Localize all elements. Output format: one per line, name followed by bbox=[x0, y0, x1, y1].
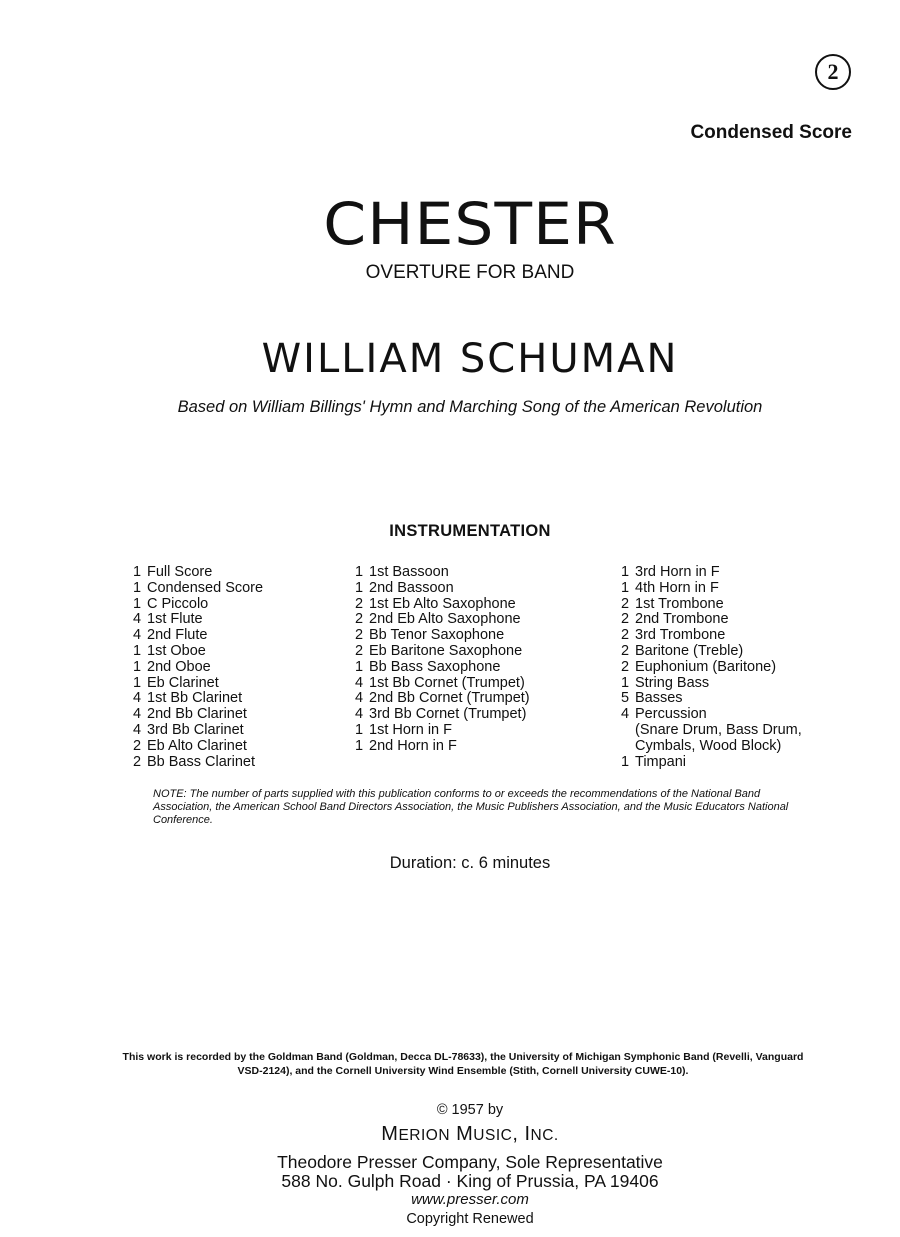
instrument-row bbox=[621, 676, 802, 692]
instrument-row bbox=[621, 565, 802, 581]
instrument-row bbox=[133, 739, 263, 755]
instrument-qty: 4 bbox=[133, 611, 142, 628]
instrument-name: 2nd Oboe bbox=[147, 658, 211, 675]
instrument-qty: 2 bbox=[355, 595, 364, 612]
page-number-text: 2 bbox=[827, 59, 839, 84]
instrument-name: Bb Tenor Saxophone bbox=[369, 627, 505, 644]
instrument-name: Condensed Score bbox=[147, 579, 264, 596]
instrument-qty: 1 bbox=[621, 753, 630, 770]
instrument-name: Basses bbox=[635, 690, 683, 707]
publisher-name: MERION MUSIC, INC. bbox=[381, 1123, 559, 1145]
instrument-name: String Bass bbox=[635, 674, 710, 691]
instrument-name: 2nd Bb Clarinet bbox=[147, 706, 247, 723]
instrument-qty: 4 bbox=[133, 627, 142, 644]
instrument-name: 1st Bb Cornet (Trumpet) bbox=[369, 674, 525, 691]
work-title: CHESTER bbox=[323, 190, 617, 258]
instrument-name: Bb Bass Clarinet bbox=[147, 753, 255, 770]
instrument-row bbox=[355, 565, 530, 581]
publisher-initial: M bbox=[456, 1123, 474, 1145]
instrument-name: 3rd Trombone bbox=[635, 627, 726, 644]
instrument-name: 1st Bb Clarinet bbox=[147, 690, 243, 707]
instrument-qty: 4 bbox=[621, 706, 630, 723]
instrument-row bbox=[621, 739, 802, 755]
instrument-qty: 4 bbox=[133, 721, 142, 738]
instrumentation-heading: INSTRUMENTATION bbox=[389, 522, 551, 540]
instrument-name: Euphonium (Baritone) bbox=[635, 658, 777, 675]
instrument-qty: 4 bbox=[355, 706, 364, 723]
instrument-row bbox=[355, 612, 530, 628]
instrument-row bbox=[621, 691, 802, 707]
instrument-qty: 1 bbox=[133, 579, 142, 596]
composer-name: WILLIAM SCHUMAN bbox=[261, 336, 679, 382]
instrument-row bbox=[355, 723, 530, 739]
instrument-name: 2nd Horn in F bbox=[369, 737, 457, 754]
address-line: 588 No. Gulph Road · King of Prussia, PA 19406 bbox=[281, 1171, 659, 1191]
instrumentation-column-3 bbox=[621, 565, 802, 770]
instrument-row bbox=[133, 723, 263, 739]
website-link[interactable]: www.presser.com bbox=[411, 1191, 529, 1208]
instrument-qty: 1 bbox=[355, 658, 364, 675]
instrument-qty: 1 bbox=[133, 564, 142, 580]
instrument-row bbox=[621, 597, 802, 613]
instrument-qty: 2 bbox=[355, 611, 364, 628]
instrument-name: Eb Clarinet bbox=[147, 674, 219, 691]
instrument-qty: 1 bbox=[355, 737, 364, 754]
instrument-qty: 1 bbox=[133, 595, 142, 612]
instrument-qty: 2 bbox=[621, 658, 630, 675]
instrument-name: 1st Horn in F bbox=[369, 721, 452, 738]
instrument-qty: 4 bbox=[133, 690, 142, 707]
instrument-name: Baritone (Treble) bbox=[635, 642, 744, 659]
publisher-smallcaps: NC. bbox=[530, 1127, 559, 1144]
instrument-name: 2nd Eb Alto Saxophone bbox=[369, 611, 521, 628]
instrument-row bbox=[355, 581, 530, 597]
instrumentation-column-2 bbox=[355, 565, 530, 755]
instrument-name: 2nd Trombone bbox=[635, 611, 729, 628]
instrument-qty: 2 bbox=[355, 642, 364, 659]
instrument-row bbox=[355, 644, 530, 660]
instrument-row bbox=[355, 707, 530, 723]
instrument-row bbox=[621, 628, 802, 644]
instrument-row bbox=[621, 707, 802, 723]
instrument-row bbox=[355, 691, 530, 707]
instrument-name: 3rd Horn in F bbox=[635, 564, 720, 580]
instrument-name: Timpani bbox=[635, 753, 687, 770]
instrument-qty: 1 bbox=[621, 674, 630, 691]
instrument-row bbox=[355, 628, 530, 644]
instrument-row bbox=[621, 755, 802, 771]
representative-line: Theodore Presser Company, Sole Representative bbox=[277, 1152, 663, 1172]
publisher-smallcaps: USIC bbox=[473, 1127, 513, 1144]
instrument-name: Cymbals, Wood Block) bbox=[635, 737, 782, 754]
instrument-name: 2nd Flute bbox=[147, 627, 208, 644]
instrument-row bbox=[133, 644, 263, 660]
instrument-row bbox=[133, 660, 263, 676]
instrument-name: Full Score bbox=[147, 564, 213, 580]
instrument-qty: 4 bbox=[133, 706, 142, 723]
instrument-row bbox=[133, 676, 263, 692]
instrument-row bbox=[133, 628, 263, 644]
instrument-qty: 5 bbox=[621, 690, 630, 707]
instrument-row bbox=[133, 612, 263, 628]
instrument-name: 2nd Bassoon bbox=[369, 579, 454, 596]
duration-line: Duration: c. 6 minutes bbox=[389, 854, 551, 872]
instrument-qty: 1 bbox=[621, 564, 630, 580]
instrument-name: Percussion bbox=[635, 706, 707, 723]
instrument-name: 1st Bassoon bbox=[369, 564, 449, 580]
instrumentation-column-1 bbox=[133, 565, 263, 770]
parts-note: NOTE: The number of parts supplied with this publication conforms to or exceeds the recommendations of the National Band Association, the American School Band Directors Association, the Music Publishers Association, and the Music Educators National Conference. bbox=[153, 788, 789, 826]
score-type-label: Condensed Score bbox=[690, 122, 852, 143]
instrument-qty: 2 bbox=[621, 642, 630, 659]
instrument-name: 1st Flute bbox=[147, 611, 203, 628]
instrument-row bbox=[621, 612, 802, 628]
instrument-row bbox=[355, 660, 530, 676]
instrument-qty: 2 bbox=[621, 627, 630, 644]
instrument-qty: 2 bbox=[621, 611, 630, 628]
instrument-name: 1st Eb Alto Saxophone bbox=[369, 595, 516, 612]
instrument-name: C Piccolo bbox=[147, 595, 209, 612]
instrument-row bbox=[621, 723, 802, 739]
instrument-qty: 1 bbox=[133, 674, 142, 691]
instrument-name: 3rd Bb Cornet (Trumpet) bbox=[369, 706, 527, 723]
instrument-row bbox=[133, 597, 263, 613]
instrument-name: Eb Alto Clarinet bbox=[147, 737, 247, 754]
instrument-qty: 1 bbox=[133, 658, 142, 675]
publisher-smallcaps: ERION bbox=[398, 1127, 451, 1144]
instrument-row bbox=[133, 755, 263, 771]
instrument-name: 1st Oboe bbox=[147, 642, 206, 659]
instrument-qty: 4 bbox=[355, 674, 364, 691]
instrument-row bbox=[355, 739, 530, 755]
based-on-line: Based on William Billings' Hymn and Marching Song of the American Revolution bbox=[177, 398, 763, 416]
instrument-row bbox=[133, 707, 263, 723]
instrument-name: 2nd Bb Cornet (Trumpet) bbox=[369, 690, 530, 707]
instrument-row bbox=[133, 581, 263, 597]
work-subtitle: OVERTURE FOR BAND bbox=[365, 262, 575, 283]
instrument-row bbox=[355, 597, 530, 613]
instrument-row bbox=[621, 581, 802, 597]
instrument-name: Bb Bass Saxophone bbox=[369, 658, 501, 675]
copyright-renewed: Copyright Renewed bbox=[406, 1211, 534, 1227]
publisher-initial: I bbox=[524, 1123, 531, 1145]
instrument-qty: 2 bbox=[133, 753, 142, 770]
instrument-qty: 2 bbox=[133, 737, 142, 754]
instrument-qty: 4 bbox=[355, 690, 364, 707]
instrument-qty: 1 bbox=[355, 564, 364, 580]
publisher-initial: M bbox=[381, 1123, 399, 1145]
instrument-qty: 2 bbox=[621, 595, 630, 612]
instrument-row bbox=[621, 644, 802, 660]
instrument-name: 4th Horn in F bbox=[635, 579, 719, 596]
instrument-qty: 1 bbox=[133, 642, 142, 659]
instrument-row bbox=[355, 676, 530, 692]
instrument-name: (Snare Drum, Bass Drum, bbox=[635, 721, 802, 738]
instrument-name: 3rd Bb Clarinet bbox=[147, 721, 244, 738]
instrument-name: Eb Baritone Saxophone bbox=[369, 642, 523, 659]
page-number bbox=[815, 54, 851, 90]
instrument-row bbox=[133, 565, 263, 581]
instrument-row bbox=[133, 691, 263, 707]
instrument-qty: 1 bbox=[355, 721, 364, 738]
instrument-qty: 1 bbox=[355, 579, 364, 596]
instrument-row bbox=[621, 660, 802, 676]
instrument-qty: 2 bbox=[355, 627, 364, 644]
recording-note: This work is recorded by the Goldman Band (Goldman, Decca DL-78633), the University of Michigan Symphonic Band (Revelli, Vanguard VSD-2124), and the Cornell University Wind Ensemble (Stith, Cornell University CUWE-10). bbox=[122, 1051, 804, 1077]
instrument-qty: 1 bbox=[621, 579, 630, 596]
copyright-line: © 1957 by bbox=[436, 1102, 504, 1118]
instrument-name: 1st Trombone bbox=[635, 595, 724, 612]
